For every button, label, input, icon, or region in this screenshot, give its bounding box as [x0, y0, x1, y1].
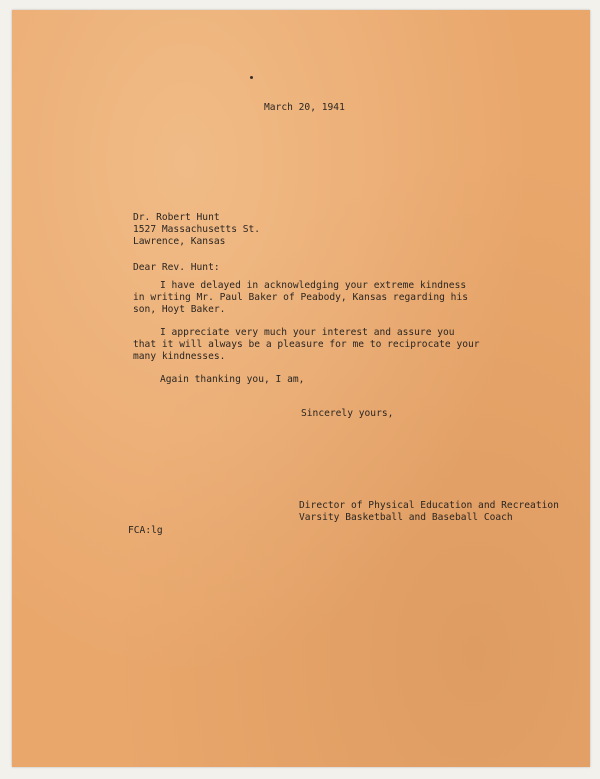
signature-title-line: Varsity Basketball and Baseball Coach — [299, 512, 513, 523]
paragraph-line: Again thanking you, I am, — [160, 374, 305, 385]
punch-mark — [250, 76, 253, 79]
typist-initials: FCA:lg — [128, 525, 163, 536]
closing: Sincerely yours, — [301, 408, 394, 419]
paragraph-line: in writing Mr. Paul Baker of Peabody, Kansas regarding his — [133, 292, 469, 303]
recipient-name: Dr. Robert Hunt — [133, 212, 220, 223]
paragraph-line: many kindnesses. — [133, 351, 226, 362]
paragraph-line: son, Hoyt Baker. — [133, 304, 226, 315]
letter-page — [12, 10, 590, 767]
recipient-street: 1527 Massachusetts St. — [133, 224, 261, 235]
paragraph-line: I have delayed in acknowledging your extreme kindness — [160, 280, 467, 291]
paragraph-line: that it will always be a pleasure for me to reciprocate your — [133, 339, 480, 350]
recipient-city: Lawrence, Kansas — [133, 236, 226, 247]
salutation: Dear Rev. Hunt: — [133, 262, 220, 273]
paragraph-line: I appreciate very much your interest and assure you — [160, 327, 455, 338]
letter-date: March 20, 1941 — [264, 102, 345, 113]
signature-title-line: Director of Physical Education and Recreation — [299, 500, 559, 511]
